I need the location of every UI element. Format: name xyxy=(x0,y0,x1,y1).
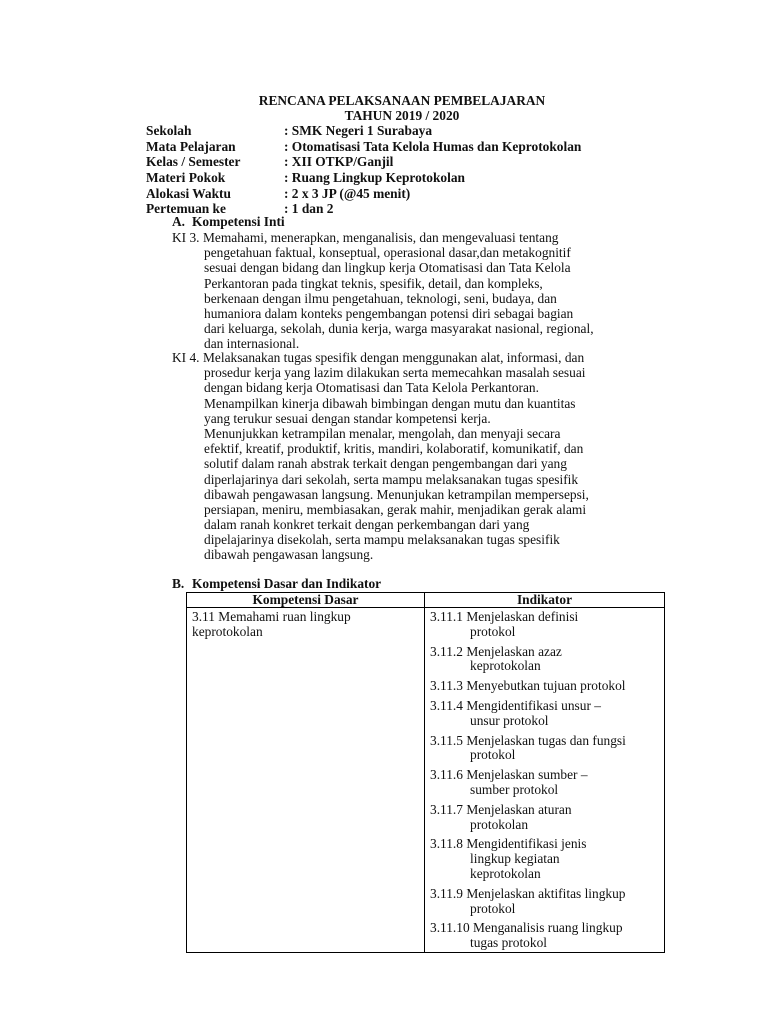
ki3-line: dari keluarga, sekolah, dunia kerja, warga masyarakat nasional, regional, xyxy=(204,321,594,337)
indicator-item xyxy=(425,608,664,639)
ki4-line: dengan bidang kerja Otomatisasi dan Tata Kelola Perkantoran. xyxy=(204,380,539,396)
indicator-line: keprotokolan xyxy=(470,865,541,881)
indicator-line: keprotokolan xyxy=(470,658,541,674)
section-b-heading xyxy=(172,576,381,591)
ki3-line: pengetahuan faktual, konseptual, operasional dasar,dan metakognitif xyxy=(204,245,571,261)
section-a-heading xyxy=(172,214,285,229)
meta-label: Materi Pokok xyxy=(146,170,226,186)
meta-value: : 1 dan 2 xyxy=(284,201,334,217)
indicator-line: 3.11.10 Menganalisis ruang lingkup xyxy=(430,920,623,936)
meta-label: Mata Pelajaran xyxy=(146,138,236,154)
indicator-line: protokol xyxy=(470,623,516,639)
ki4-line: Menampilkan kinerja dibawah bimbingan dengan mutu dan kuantitas xyxy=(204,395,576,411)
ki4-line: yang terukur sesuai dengan standar kompetensi kerja. xyxy=(204,410,491,426)
column-header-kompetensi-dasar: Kompetensi Dasar xyxy=(187,593,425,608)
indicator-item xyxy=(425,801,664,832)
ki4-line: persiapan, meniru, membiasakan, gerak mahir, menjadikan gerak alami xyxy=(204,501,587,517)
meta-value: : Ruang Lingkup Keprotokolan xyxy=(284,170,465,186)
indicator-line: 3.11.5 Menjelaskan tugas dan fungsi xyxy=(430,732,626,748)
indicator-item xyxy=(425,732,664,763)
kd-line: keprotokolan xyxy=(192,624,263,639)
ki4-continuation xyxy=(204,365,589,562)
document-title: RENCANA PELAKSANAAN PEMBELAJARAN xyxy=(258,93,546,108)
meta-label: Sekolah xyxy=(146,123,192,138)
column-header-indikator: Indikator xyxy=(425,593,665,608)
kd-indicator-table xyxy=(186,592,665,953)
indicator-line: 3.11.8 Mengidentifikasi jenis xyxy=(430,836,587,852)
indicator-line: tugas protokol xyxy=(470,935,547,951)
ki4-line: dibawah pengawasan langsung. xyxy=(204,547,374,563)
ki4-line: dalam ranah konkret terkait dengan perkembangan dari yang xyxy=(204,517,530,533)
ki3-line: humaniora dalam konteks pengembangan potensi diri sebagai bagian xyxy=(204,305,574,321)
ki4-line: prosedur kerja yang lazim dilakukan serta memecahkan masalah sesuai xyxy=(204,365,586,381)
ki4-line: diperlajarinya dari sekolah, serta mampu melaksanakan tugas spesifik xyxy=(204,471,579,487)
indicator-line: 3.11.7 Menjelaskan aturan xyxy=(430,801,572,817)
indicator-cell xyxy=(425,608,665,953)
meta-value: : Otomatisasi Tata Kelola Humas dan Keprotokolan xyxy=(284,138,582,154)
ki3-line: sesuai dengan bidang dan lingkup kerja Otomatisasi dan Tata Kelola xyxy=(204,260,571,276)
indicator-item xyxy=(425,885,664,916)
meta-row-sekolah xyxy=(146,123,581,139)
indicator-line: protokolan xyxy=(470,816,529,832)
document-year: TAHUN 2019 / 2020 xyxy=(344,108,460,123)
meta-row-mata-pelajaran xyxy=(146,139,581,155)
indicator-item xyxy=(425,697,664,728)
ki4-line: Melaksanakan tugas spesifik dengan menggunakan alat, informasi, dan xyxy=(203,350,585,365)
kd-text xyxy=(187,608,424,640)
indicator-line: lingkup kegiatan xyxy=(470,851,560,867)
ki3-line: Perkantoran pada tingkat teknis, spesifik, detail, dan kompleks, xyxy=(204,275,543,291)
indicator-line: 3.11.1 Menjelaskan definisi xyxy=(430,609,579,624)
section-letter: B. xyxy=(172,576,185,591)
table-header-row xyxy=(187,593,665,608)
indicator-item xyxy=(425,919,664,950)
ki3-line: berkenaan dengan ilmu pengetahuan, teknologi, seni, budaya, dan xyxy=(204,290,557,306)
ki4-label: KI 4. xyxy=(172,350,200,365)
indicator-item xyxy=(425,643,664,674)
indicator-line: protokol xyxy=(470,747,516,763)
ki3-line: Memahami, menerapkan, menganalisis, dan mengevaluasi tentang xyxy=(203,230,559,245)
ki3-line: dan internasional. xyxy=(204,336,300,352)
indicator-line: 3.11.6 Menjelaskan sumber – xyxy=(430,767,588,783)
ki4-line: dipelajarinya disekolah, serta mampu melaksanakan tugas spesifik xyxy=(204,532,560,548)
ki4-line: Menunjukkan ketrampilan menalar, mengolah, dan menyaji secara xyxy=(204,425,561,441)
indicator-item xyxy=(425,835,664,880)
identity-block xyxy=(146,123,581,217)
ki4-line: efektif, kreatif, produktif, kritis, mandiri, kolaboratif, komunikatif, dan xyxy=(204,441,584,457)
ki4-line: dibawah pengawasan langsung. Menunjukan ketrampilan mempersepsi, xyxy=(204,486,589,502)
indicator-line: unsur protokol xyxy=(470,712,549,728)
meta-label: Alokasi Waktu xyxy=(146,185,231,201)
meta-value: : XII OTKP/Ganjil xyxy=(284,154,394,170)
indicator-item xyxy=(425,677,664,693)
kd-cell xyxy=(187,608,425,953)
meta-label: Kelas / Semester xyxy=(146,154,241,170)
table-row xyxy=(187,608,665,953)
section-title: Kompetensi Dasar dan Indikator xyxy=(192,576,382,591)
ki4-line: solutif dalam ranah abstrak terkait dengan pengembangan dari yang xyxy=(204,456,567,472)
indicator-line: 3.11.2 Menjelaskan azaz xyxy=(430,643,562,659)
indicator-line: 3.11.9 Menjelaskan aktifitas lingkup xyxy=(430,885,626,901)
meta-row-materi-pokok xyxy=(146,170,581,186)
ki3-label: KI 3. xyxy=(172,230,200,245)
section-letter: A. xyxy=(172,214,186,229)
ki3-continuation xyxy=(204,245,594,351)
meta-value: : SMK Negeri 1 Surabaya xyxy=(284,123,433,138)
section-title: Kompetensi Inti xyxy=(192,214,285,229)
meta-row-alokasi-waktu xyxy=(146,186,581,202)
meta-row-kelas-semester xyxy=(146,154,581,170)
indicator-line: 3.11.3 Menyebutkan tujuan protokol xyxy=(430,678,626,694)
meta-value: : 2 x 3 JP (@45 menit) xyxy=(284,185,411,201)
meta-label: Pertemuan ke xyxy=(146,201,226,217)
indicator-line: sumber protokol xyxy=(470,781,559,797)
kd-line: 3.11 Memahami ruan lingkup xyxy=(192,609,351,624)
indicator-item xyxy=(425,766,664,797)
indicator-line: protokol xyxy=(470,900,516,916)
indicator-line: 3.11.4 Mengidentifikasi unsur – xyxy=(430,697,601,713)
